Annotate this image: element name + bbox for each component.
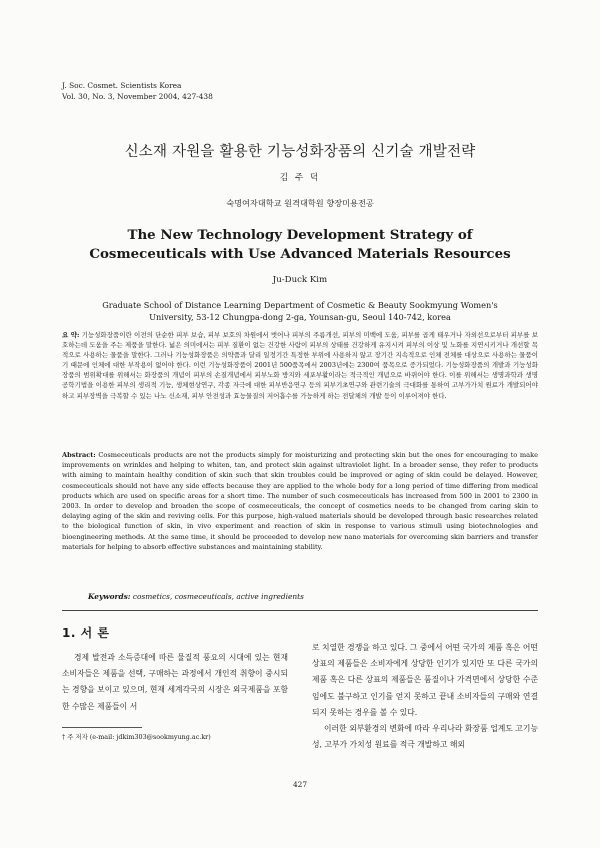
- keywords-text: cosmetics, cosmeceuticals, active ingredients: [132, 592, 304, 601]
- korean-abstract-label: 요 약:: [62, 331, 80, 339]
- right-paragraph-1: 로 치열한 경쟁을 하고 있다. 그 중에서 어떤 국가의 제품 혹은 어떤 상표의 제품들은 소비자에게 상당한 인기가 있지만 또 다른 국가의 제품 혹은 다른 상표의 제품들은 품질이나 가격면에서 상당한 수준임에도 불구하고 인기를 얻지 못하고 끝내 소비자들의 구매와 연결되지 못하는 경우를 볼 수 있다.: [312, 643, 538, 717]
- journal-volume: Vol. 30, No. 3, November 2004, 427-438: [62, 92, 213, 101]
- korean-abstract-text: 기능성화장품이란 이전의 단순한 피부 보습, 피부 보호의 차원에서 벗어나 피부의 주름개선, 피부의 미백에 도움, 피부를 곱게 태우거나 자외선으로부터 피부를 보호하는데 도움을 주는 제품을 말한다. 넓은 의미에서는 피부 질환이 없는 건강한 사람이 피부의 상태를 건강하게 유지시켜 피부의 이상 및 노화를 지연시키거나 개선할 목적으로 사용하는 물품을 말한다. 그러나 기능성화장품은 의약품과 달리 일정기간 특정한 부위에 사용하지 않고 장기간 지속적으로 인체 전체를 대상으로 사용하는 물품이기 때문에 인체에 대한 부작용이 없어야 한다. 이런 기능성화장품이 2001년 500품목에서 2003년에는 2300여 품목으로 증가되었다. 기능성화장품의 개발과 기능성화장품의 범위확대를 위해서는 화장품의 개념이 피부의 손질개념에서 피부노화 방지와 세포부활이라는 적극적인 개념으로 바뀌어야 한다. 이를 위해서는 생명과학과 생명공학기법을 이용한 피부의 생리적 기능, 생체현상연구, 각종 자극에 대한 피부반응연구 등의 피부기초연구와 관련기술의 극대화를 통하여 고부가가치 원료가 개발되어야 하고 피부장벽을 극복할 수 있는 나노 신소재, 피부 안전성과 효능물질의 저어흡수를 가능하게 하는 전달체의 개발 등이 이루어져야 한다.: [62, 331, 538, 400]
- page-number: 427: [292, 780, 308, 789]
- right-paragraph-2: 이러한 외부환경의 변화에 따라 우리나라 화장품 업계도 고기능성, 고부가 가치성 원료를 적극 개발하고 해외: [312, 724, 538, 750]
- footnote-rule: [62, 727, 142, 728]
- journal-info: [62, 80, 213, 102]
- left-column: [62, 650, 288, 715]
- keywords: [88, 592, 304, 601]
- english-affiliation: Graduate School of Distance Learning Department of Cosmetic & Beauty Sookmyung Women's University, 53-12 Chungpa-dong 2-ga, Younsan-gu, Seoul 140-742, korea: [102, 300, 498, 322]
- korean-title: 신소재 자원을 활용한 기능성화장품의 신기술 개발전략: [124, 144, 476, 160]
- english-title: The New Technology Development Strategy of Cosmeceuticals with Use Advanced Materials Resources: [89, 227, 511, 262]
- english-abstract-text: Cosmeceuticals products are not the products simply for moisturizing and protecting skin but the ones for encouraging to make improvements on wrinkles and helping to whiten, tan, and protect skin against ultraviolet light. In a broader sense, they refer to products with aiming to maintain healthy condition of skin such that skin troubles could be improved or aging of skin could be delayed. However, cosmeceuticals should not have any side effects because they are applied to the whole body for a long period of time differing from medical products which are used on specific areas for a short time. The number of such cosmeceuticals has increased from 500 in 2001 to 2300 in 2003. In order to develop and broaden the scope of cosmeceuticals, the concept of cosmetics needs to be changed from caring skin to delaying aging of the skin and reviving cells. For this purpose, high-valued materials should be developed through basic researches related to the biological function of skin, in vivo experiment and reaction of skin in response to various stimuli using biotechnologies and bioengineering methods. At the same time, it should be proceeded to develop new nano materials for overcoming skin barriers and transfer materials for helping to absorb effective substances and maintaining stability.: [62, 451, 538, 551]
- english-author: Ju-Duck Kim: [272, 275, 328, 285]
- right-column: [312, 640, 538, 753]
- footnote: † 주 저자 (e-mail: jdkim303@sookmyung.ac.kr): [62, 733, 211, 741]
- korean-author: 김 주 덕: [279, 173, 321, 183]
- english-abstract: [62, 450, 538, 552]
- korean-affiliation: 숙명여자대학교 원격대학원 향장미용전공: [226, 198, 374, 208]
- section-heading: 1. 서 론: [62, 626, 110, 640]
- korean-abstract: [62, 330, 538, 401]
- english-abstract-label: Abstract:: [62, 451, 96, 459]
- section-divider: [62, 610, 538, 611]
- keywords-label: Keywords:: [88, 592, 131, 601]
- journal-name: J. Soc. Cosmet. Scientists Korea: [62, 81, 182, 90]
- left-paragraph: 경제 발전과 소득증대에 따른 물질적 풍요의 시대에 있는 현재 소비자들은 제품을 선택, 구매하는 과정에서 개인적 취향이 중시되는 경향을 보이고 있으며, 현재 세계각국의 시장은 외국제품을 포함한 수많은 제품들이 서: [62, 653, 288, 711]
